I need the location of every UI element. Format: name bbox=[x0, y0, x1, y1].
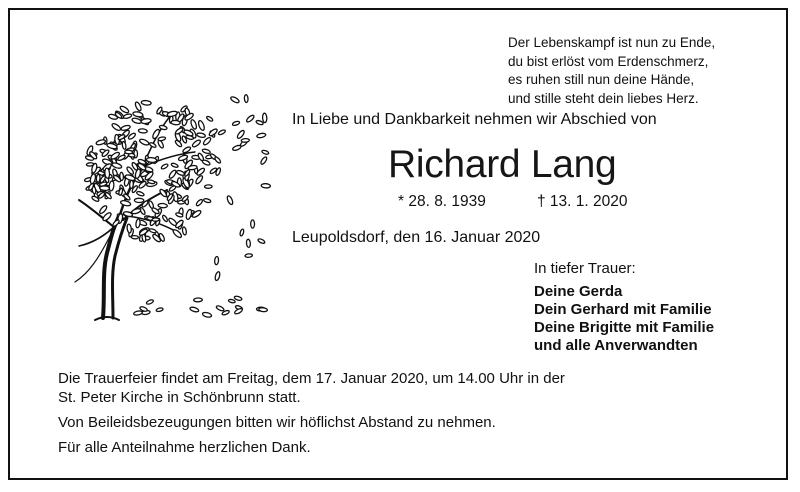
windblown-tree-icon bbox=[55, 68, 275, 330]
condolence-note: Von Beileidsbezeugungen bitten wir höflichst Abstand zu nehmen. bbox=[58, 414, 496, 431]
place-and-date: Leupoldsdorf, den 16. Januar 2020 bbox=[292, 229, 541, 246]
funeral-info: St. Peter Kirche in Schönbrunn statt. bbox=[58, 389, 301, 406]
footer-text bbox=[58, 369, 565, 457]
mourner: Deine Brigitte mit Familie bbox=[534, 319, 715, 336]
poem-line: Der Lebenskampf ist nun zu Ende, bbox=[508, 35, 716, 50]
poem-line: und stille steht dein liebes Herz. bbox=[508, 90, 699, 106]
mourner: Deine Gerda bbox=[534, 283, 623, 300]
poem bbox=[508, 34, 715, 108]
farewell-intro: In Liebe und Dankbarkeit nehmen wir Abschied von bbox=[292, 111, 657, 128]
death-date: † 13. 1. 2020 bbox=[537, 193, 628, 210]
mourner: und alle Anverwandten bbox=[534, 337, 698, 354]
funeral-info: Die Trauerfeier findet am Freitag, dem 17. Januar 2020, um 14.00 Uhr in der bbox=[58, 370, 565, 387]
birth-date: * 28. 8. 1939 bbox=[398, 193, 486, 210]
thanks-note: Für alle Anteilnahme herzlichen Dank. bbox=[58, 439, 311, 456]
poem-line: du bist erlöst vom Erdenschmerz, bbox=[508, 53, 709, 69]
mourners-list bbox=[534, 283, 714, 355]
mourner: Dein Gerhard mit Familie bbox=[534, 301, 712, 318]
mourning-heading: In tiefer Trauer: bbox=[534, 260, 636, 277]
poem-line: es ruhen still nun deine Hände, bbox=[508, 72, 695, 87]
deceased-name: Richard Lang bbox=[388, 143, 617, 186]
